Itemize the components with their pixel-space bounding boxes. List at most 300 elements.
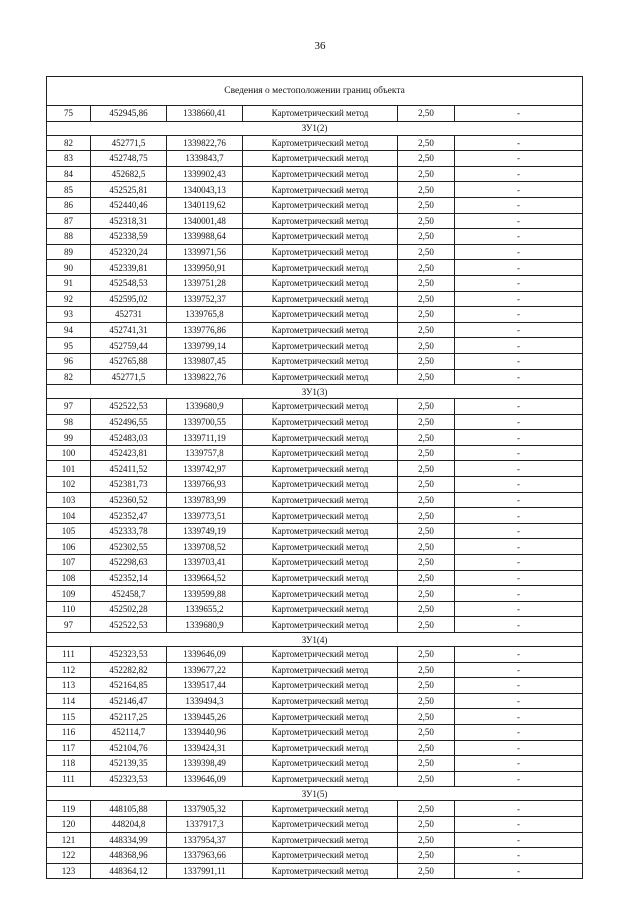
x-coordinate-cell: 452352,14 [91,570,167,586]
x-coordinate-cell: 452771,5 [91,135,167,151]
description-cell: - [455,601,583,617]
x-coordinate-cell: 452759,44 [91,338,167,354]
table-row [47,756,583,772]
method-cell: Картометрический метод [243,740,398,756]
method-cell: Картометрический метод [243,229,398,245]
x-coordinate-cell: 452360,52 [91,492,167,508]
accuracy-cell: 2,50 [398,740,455,756]
y-coordinate-cell: 1339773,51 [167,508,243,524]
y-coordinate-cell: 1339752,37 [167,291,243,307]
method-cell: Картометрический метод [243,338,398,354]
table-row [47,570,583,586]
x-coordinate-cell: 452522,53 [91,617,167,633]
method-cell: Картометрический метод [243,182,398,198]
x-coordinate-cell: 448105,88 [91,801,167,817]
description-cell: - [455,166,583,182]
y-coordinate-cell: 1340001,48 [167,213,243,229]
x-coordinate-cell: 452748,75 [91,151,167,167]
description-cell: - [455,801,583,817]
description-cell: - [455,523,583,539]
description-cell: - [455,570,583,586]
table-row [47,863,583,879]
table-row [47,771,583,787]
y-coordinate-cell: 1337991,11 [167,863,243,879]
table-row [47,166,583,182]
accuracy-cell: 2,50 [398,213,455,229]
description-cell: - [455,353,583,369]
point-number-cell: 117 [47,740,91,756]
description-cell: - [455,369,583,385]
x-coordinate-cell: 452339,81 [91,260,167,276]
point-number-cell: 116 [47,724,91,740]
x-coordinate-cell: 452483,03 [91,430,167,446]
table-row [47,399,583,415]
y-coordinate-cell: 1337954,37 [167,832,243,848]
description-cell: - [455,275,583,291]
method-cell: Картометрический метод [243,353,398,369]
description-cell: - [455,213,583,229]
point-number-cell: 100 [47,445,91,461]
point-number-cell: 105 [47,523,91,539]
accuracy-cell: 2,50 [398,492,455,508]
accuracy-cell: 2,50 [398,461,455,477]
y-coordinate-cell: 1339902,43 [167,166,243,182]
accuracy-cell: 2,50 [398,307,455,323]
method-cell: Картометрический метод [243,399,398,415]
x-coordinate-cell: 452682,5 [91,166,167,182]
y-coordinate-cell: 1339988,64 [167,229,243,245]
x-coordinate-cell: 452117,25 [91,709,167,725]
x-coordinate-cell: 452741,31 [91,322,167,338]
point-number-cell: 85 [47,182,91,198]
method-cell: Картометрический метод [243,709,398,725]
y-coordinate-cell: 1339440,96 [167,724,243,740]
accuracy-cell: 2,50 [398,229,455,245]
description-cell: - [455,647,583,663]
description-cell: - [455,724,583,740]
method-cell: Картометрический метод [243,197,398,213]
x-coordinate-cell: 452945,86 [91,106,167,122]
table-row [47,647,583,663]
point-number-cell: 75 [47,106,91,122]
accuracy-cell: 2,50 [398,182,455,198]
point-number-cell: 95 [47,338,91,354]
table-row [47,848,583,864]
description-cell: - [455,693,583,709]
point-number-cell: 94 [47,322,91,338]
accuracy-cell: 2,50 [398,570,455,586]
x-coordinate-cell: 448334,99 [91,832,167,848]
x-coordinate-cell: 452146,47 [91,693,167,709]
accuracy-cell: 2,50 [398,617,455,633]
y-coordinate-cell: 1337905,32 [167,801,243,817]
section-row [47,633,583,647]
table-row [47,523,583,539]
point-number-cell: 90 [47,260,91,276]
section-row [47,385,583,399]
accuracy-cell: 2,50 [398,508,455,524]
method-cell: Картометрический метод [243,848,398,864]
point-number-cell: 111 [47,647,91,663]
description-cell: - [455,291,583,307]
accuracy-cell: 2,50 [398,106,455,122]
table-header-row [47,77,583,106]
point-number-cell: 101 [47,461,91,477]
x-coordinate-cell: 448204,8 [91,816,167,832]
method-cell: Картометрический метод [243,724,398,740]
accuracy-cell: 2,50 [398,322,455,338]
point-number-cell: 114 [47,693,91,709]
accuracy-cell: 2,50 [398,662,455,678]
table-row [47,338,583,354]
x-coordinate-cell: 452548,53 [91,275,167,291]
accuracy-cell: 2,50 [398,151,455,167]
accuracy-cell: 2,50 [398,399,455,415]
method-cell: Картометрический метод [243,260,398,276]
x-coordinate-cell: 452352,47 [91,508,167,524]
table-row [47,832,583,848]
table-row [47,461,583,477]
table-row [47,244,583,260]
method-cell: Картометрический метод [243,492,398,508]
table-row [47,555,583,571]
x-coordinate-cell: 452323,53 [91,771,167,787]
description-cell: - [455,539,583,555]
table-title: Сведения о местоположении границ объекта [47,77,583,106]
table-row [47,197,583,213]
accuracy-cell: 2,50 [398,430,455,446]
description-cell: - [455,492,583,508]
y-coordinate-cell: 1338660,41 [167,106,243,122]
method-cell: Картометрический метод [243,801,398,817]
description-cell: - [455,662,583,678]
method-cell: Картометрический метод [243,678,398,694]
y-coordinate-cell: 1339742,97 [167,461,243,477]
description-cell: - [455,863,583,879]
description-cell: - [455,229,583,245]
description-cell: - [455,848,583,864]
y-coordinate-cell: 1339680,9 [167,399,243,415]
y-coordinate-cell: 1339445,26 [167,709,243,725]
x-coordinate-cell: 452298,63 [91,555,167,571]
x-coordinate-cell: 452595,02 [91,291,167,307]
y-coordinate-cell: 1339708,52 [167,539,243,555]
method-cell: Картометрический метод [243,106,398,122]
y-coordinate-cell: 1339424,31 [167,740,243,756]
y-coordinate-cell: 1339646,09 [167,647,243,663]
method-cell: Картометрический метод [243,369,398,385]
accuracy-cell: 2,50 [398,244,455,260]
table-row [47,693,583,709]
x-coordinate-cell: 452765,88 [91,353,167,369]
section-row [47,787,583,801]
point-number-cell: 88 [47,229,91,245]
description-cell: - [455,555,583,571]
accuracy-cell: 2,50 [398,523,455,539]
accuracy-cell: 2,50 [398,586,455,602]
y-coordinate-cell: 1337963,66 [167,848,243,864]
x-coordinate-cell: 448368,96 [91,848,167,864]
description-cell: - [455,307,583,323]
description-cell: - [455,617,583,633]
y-coordinate-cell: 1339599,88 [167,586,243,602]
accuracy-cell: 2,50 [398,135,455,151]
y-coordinate-cell: 1339646,09 [167,771,243,787]
table-row [47,182,583,198]
y-coordinate-cell: 1339757,8 [167,445,243,461]
method-cell: Картометрический метод [243,166,398,182]
description-cell: - [455,832,583,848]
y-coordinate-cell: 1339776,86 [167,322,243,338]
point-number-cell: 92 [47,291,91,307]
accuracy-cell: 2,50 [398,693,455,709]
method-cell: Картометрический метод [243,213,398,229]
y-coordinate-cell: 1339822,76 [167,369,243,385]
table-row [47,477,583,493]
accuracy-cell: 2,50 [398,555,455,571]
y-coordinate-cell: 1339807,45 [167,353,243,369]
point-number-cell: 93 [47,307,91,323]
y-coordinate-cell: 1339843,7 [167,151,243,167]
point-number-cell: 122 [47,848,91,864]
table-row [47,586,583,602]
point-number-cell: 96 [47,353,91,369]
table-row [47,445,583,461]
x-coordinate-cell: 452423,81 [91,445,167,461]
y-coordinate-cell: 1339655,2 [167,601,243,617]
x-coordinate-cell: 452771,5 [91,369,167,385]
point-number-cell: 87 [47,213,91,229]
table-row [47,291,583,307]
table-row [47,816,583,832]
point-number-cell: 97 [47,399,91,415]
y-coordinate-cell: 1337917,3 [167,816,243,832]
description-cell: - [455,197,583,213]
table-row [47,709,583,725]
accuracy-cell: 2,50 [398,724,455,740]
table-row [47,508,583,524]
point-number-cell: 104 [47,508,91,524]
point-number-cell: 106 [47,539,91,555]
description-cell: - [455,771,583,787]
y-coordinate-cell: 1339766,93 [167,477,243,493]
accuracy-cell: 2,50 [398,353,455,369]
point-number-cell: 103 [47,492,91,508]
y-coordinate-cell: 1339799,14 [167,338,243,354]
point-number-cell: 102 [47,477,91,493]
method-cell: Картометрический метод [243,322,398,338]
accuracy-cell: 2,50 [398,539,455,555]
point-number-cell: 110 [47,601,91,617]
accuracy-cell: 2,50 [398,863,455,879]
x-coordinate-cell: 448364,12 [91,863,167,879]
accuracy-cell: 2,50 [398,275,455,291]
x-coordinate-cell: 452502,28 [91,601,167,617]
method-cell: Картометрический метод [243,601,398,617]
x-coordinate-cell: 452440,46 [91,197,167,213]
accuracy-cell: 2,50 [398,709,455,725]
method-cell: Картометрический метод [243,445,398,461]
method-cell: Картометрический метод [243,414,398,430]
description-cell: - [455,244,583,260]
y-coordinate-cell: 1340043,13 [167,182,243,198]
description-cell: - [455,756,583,772]
method-cell: Картометрический метод [243,863,398,879]
point-number-cell: 89 [47,244,91,260]
y-coordinate-cell: 1339677,22 [167,662,243,678]
table-row [47,307,583,323]
x-coordinate-cell: 452164,85 [91,678,167,694]
point-number-cell: 97 [47,617,91,633]
method-cell: Картометрический метод [243,662,398,678]
y-coordinate-cell: 1339971,56 [167,244,243,260]
method-cell: Картометрический метод [243,244,398,260]
table-row [47,430,583,446]
method-cell: Картометрический метод [243,756,398,772]
point-number-cell: 111 [47,771,91,787]
x-coordinate-cell: 452320,24 [91,244,167,260]
method-cell: Картометрический метод [243,832,398,848]
point-number-cell: 123 [47,863,91,879]
point-number-cell: 86 [47,197,91,213]
description-cell: - [455,678,583,694]
section-label: ЗУ1(4) [47,633,583,647]
y-coordinate-cell: 1339680,9 [167,617,243,633]
y-coordinate-cell: 1339711,19 [167,430,243,446]
table-row [47,601,583,617]
table-row [47,678,583,694]
description-cell: - [455,322,583,338]
section-label: ЗУ1(5) [47,787,583,801]
x-coordinate-cell: 452302,55 [91,539,167,555]
y-coordinate-cell: 1339700,55 [167,414,243,430]
point-number-cell: 83 [47,151,91,167]
method-cell: Картометрический метод [243,135,398,151]
table-row [47,322,583,338]
x-coordinate-cell: 452104,76 [91,740,167,756]
y-coordinate-cell: 1339703,41 [167,555,243,571]
accuracy-cell: 2,50 [398,801,455,817]
method-cell: Картометрический метод [243,693,398,709]
method-cell: Картометрический метод [243,291,398,307]
description-cell: - [455,399,583,415]
method-cell: Картометрический метод [243,539,398,555]
method-cell: Картометрический метод [243,816,398,832]
point-number-cell: 107 [47,555,91,571]
point-number-cell: 82 [47,369,91,385]
description-cell: - [455,709,583,725]
accuracy-cell: 2,50 [398,832,455,848]
description-cell: - [455,338,583,354]
description-cell: - [455,151,583,167]
method-cell: Картометрический метод [243,430,398,446]
method-cell: Картометрический метод [243,461,398,477]
x-coordinate-cell: 452139,35 [91,756,167,772]
point-number-cell: 120 [47,816,91,832]
point-number-cell: 82 [47,135,91,151]
point-number-cell: 109 [47,586,91,602]
accuracy-cell: 2,50 [398,197,455,213]
point-number-cell: 108 [47,570,91,586]
method-cell: Картометрический метод [243,275,398,291]
point-number-cell: 112 [47,662,91,678]
description-cell: - [455,816,583,832]
boundary-table [46,76,583,879]
accuracy-cell: 2,50 [398,369,455,385]
x-coordinate-cell: 452282,82 [91,662,167,678]
x-coordinate-cell: 452318,31 [91,213,167,229]
accuracy-cell: 2,50 [398,756,455,772]
x-coordinate-cell: 452114,7 [91,724,167,740]
method-cell: Картометрический метод [243,151,398,167]
method-cell: Картометрический метод [243,555,398,571]
y-coordinate-cell: 1339950,91 [167,260,243,276]
table-row [47,617,583,633]
section-label: ЗУ1(3) [47,385,583,399]
description-cell: - [455,477,583,493]
method-cell: Картометрический метод [243,771,398,787]
table-row [47,662,583,678]
description-cell: - [455,135,583,151]
table-row [47,724,583,740]
accuracy-cell: 2,50 [398,771,455,787]
x-coordinate-cell: 452323,53 [91,647,167,663]
method-cell: Картометрический метод [243,523,398,539]
x-coordinate-cell: 452338,59 [91,229,167,245]
description-cell: - [455,445,583,461]
description-cell: - [455,461,583,477]
x-coordinate-cell: 452381,73 [91,477,167,493]
description-cell: - [455,414,583,430]
table-row [47,106,583,122]
section-label: ЗУ1(2) [47,121,583,135]
table-row [47,151,583,167]
x-coordinate-cell: 452411,52 [91,461,167,477]
x-coordinate-cell: 452522,53 [91,399,167,415]
table-row [47,275,583,291]
accuracy-cell: 2,50 [398,816,455,832]
table-row [47,740,583,756]
x-coordinate-cell: 452333,78 [91,523,167,539]
y-coordinate-cell: 1339765,8 [167,307,243,323]
description-cell: - [455,586,583,602]
x-coordinate-cell: 452525,81 [91,182,167,198]
table-row [47,135,583,151]
description-cell: - [455,508,583,524]
page-number: 36 [314,40,326,52]
description-cell: - [455,260,583,276]
method-cell: Картометрический метод [243,647,398,663]
method-cell: Картометрический метод [243,586,398,602]
accuracy-cell: 2,50 [398,678,455,694]
point-number-cell: 113 [47,678,91,694]
section-row [47,121,583,135]
accuracy-cell: 2,50 [398,414,455,430]
method-cell: Картометрический метод [243,307,398,323]
point-number-cell: 84 [47,166,91,182]
accuracy-cell: 2,50 [398,477,455,493]
method-cell: Картометрический метод [243,570,398,586]
y-coordinate-cell: 1339398,49 [167,756,243,772]
table-row [47,353,583,369]
y-coordinate-cell: 1339664,52 [167,570,243,586]
y-coordinate-cell: 1339749,19 [167,523,243,539]
point-number-cell: 118 [47,756,91,772]
table-row [47,229,583,245]
table-row [47,801,583,817]
description-cell: - [455,106,583,122]
table-row [47,213,583,229]
